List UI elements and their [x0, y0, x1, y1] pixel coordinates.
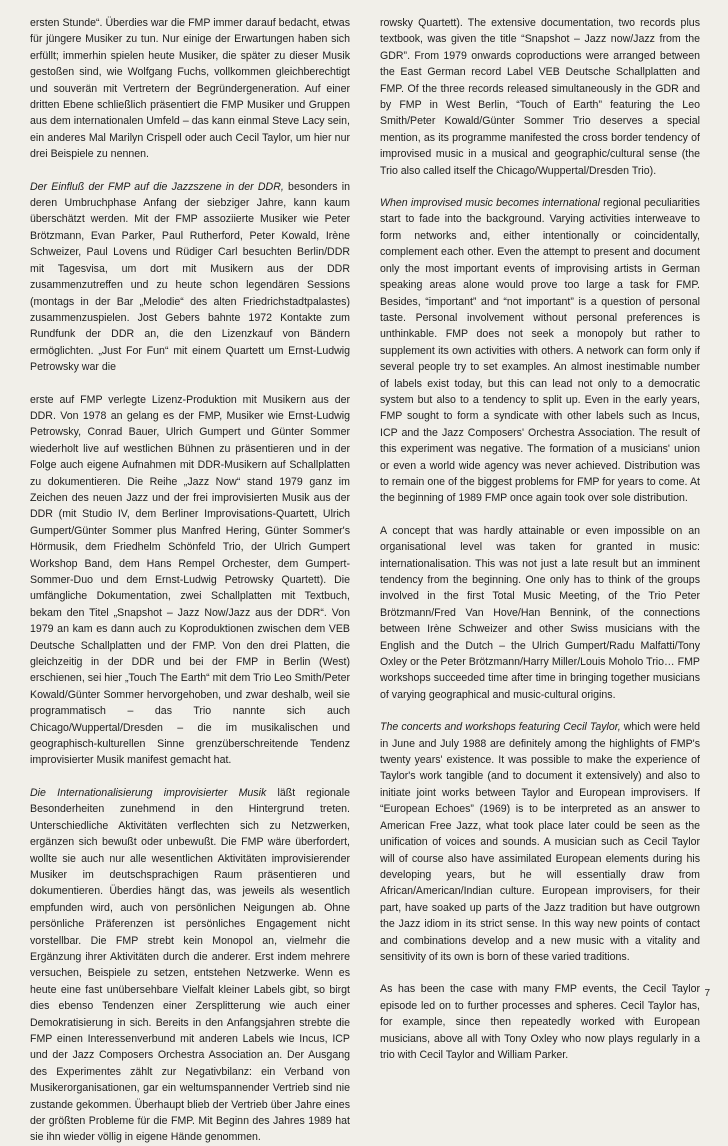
paragraph-left-2: [30, 179, 350, 376]
paragraph-lead-italic: Der Einfluß der FMP auf die Jazzszene in der DDR,: [30, 180, 284, 193]
paragraph-body: rowsky Quartett). The extensive documentation, two records plus textbook, was given the title “Snapshot – Jazz now/Jazz from the GDR”. From 1979 onwards coproductions were arranged between the East German record Label VEB Deutsche Schallplatten and FMP. Of the three records released simultaneously in the GDR and by FMP in West Berlin, “Touch of Earth” featuring the Leo Smith/Peter Kowald/Günter Sommer Trio deserves a special mention, as its programme manifested the cross border tendency of improvised music in a musical and geographic/cultural sense (the Trio also called itself the Chicago/Wuppertal/Dresden Trio).: [380, 17, 700, 177]
paragraph-lead-italic: Die Internationalisierung improvisierter Musik: [30, 786, 267, 799]
paragraph-body: läßt regionale Besonderheiten zunehmend in den Hintergrund treten. Unterschiedliche Aktivitäten verflechten sich zu Netzwerken, ergänzen sich bewußt oder unbewußt. Die FMP wäre überfordert, wollte sie auch nur alle wesentlichen Aktivitäten improvisierender Musiker im deutschsprachigen Raum präsentieren und dokumentieren. Überdies hängt das, was jeweils als wesentlich empfunden wird, auch von persönlichen Neigungen ab. Ohne persönliche Präferenzen ist persönliches Engagement nicht vorstellbar. Die FMP strebt kein Monopol an, vielmehr die Ergänzung ihrer Aktivitäten durch die anderer. Erst indem mehrere versuchen, Beispiele zu setzen, entstehen Netzwerke. Wenn es heute eine fast unübersehbare Vielfalt kleiner Labels gibt, so birgt dies ebenso Tendenzen einer Zersplitterung wie auch einer Demokratisierung in sich. Bereits in den Anfangsjahren strebte die FMP einen Interessenverbund mit anderen Labels wie Incus, ICP und der Jazz Composers Orchestra Association an. Der Ausgang des Experimentes zählt zur Negativbilanz: ein Verband von Musikerorganisationen, gar ein weltumspannender Vertrieb sind nie zustande gekommen. Überhaupt blieb der Vertrieb über Jahre eines der größten Probleme für die FMP. Mit Beginn des Jahres 1989 hat sie ihn wieder völlig in eigene Hände genommen.: [30, 786, 350, 1144]
paragraph-right-2: [380, 195, 700, 507]
right-column-english: [380, 15, 700, 1063]
paragraph-left-1: [30, 15, 350, 163]
paragraph-right-3: [380, 523, 700, 703]
paragraph-left-3: [30, 392, 350, 769]
paragraph-body: regional peculiarities start to fade into the background. Varying activities interweave to form networks and, either intentionally or coincidentally, complement each other. Even the attempt to present and document only the most important events of improvising artists in German speaking areas alone would prove too large a task for FMP. Besides, “important” and “not important” is a question of personal taste. Personal involvement without personal preferences is unthinkable. FMP does not seek a monopoly but rather to supplement its own activities with others. A network can form only if several people try to set examples. An almost inestimable number of labels exist today, but this can lead not only to a democratic system but also to a tendency to split up. Even in the early years, FMP sought to form a syndicate with other labels such as Incus, ICP and the Jazz Composers' Orchestra Association. The result of this experiment was negative. The formation of a musicians' union or even a world wide agency was never achieved. Distribution was to remain one of the biggest problems for FMP for years to come. At the beginning of 1989 FMP once again took over sole distribution.: [380, 197, 700, 505]
page-number: 7: [704, 988, 710, 999]
paragraph-right-1: [380, 15, 700, 179]
paragraph-body: erste auf FMP verlegte Lizenz-Produktion mit Musikern aus der DDR. Von 1978 an gelang es der FMP, Musiker wie Ernst-Ludwig Petrowsky, Conrad Bauer, Ulrich Gumpert und Günter Sommer wiederholt live auf westlichen Bühnen zu präsentieren und in der Folge auch eigene Aufnahmen mit DDR-Musikern auf Schallplatten zu dokumentieren. Die Reihe „Jazz Now“ stand 1979 ganz im Zeichen des neuen Jazz und der frei improvisierten Musik aus der DDR (mit Studio IV, dem Berliner Improvisations-Quartett, Ulrich Gumpert/Günter Sommer plus Manfred Hering, Günter Sommer's Hörmusik, dem Friedhelm Schönfeld Trio, der Ulrich Gumpert Workshop Band, dem Hans Rempel Orchester, dem Gumpert-Sommer-Duo und dem Ernst-Ludwig Petrowsky Quartett). Die umfängliche Dokumentation, zwei Schallplatten mit Textbuch, bekam den Titel „Snapshot – Jazz Now/Jazz aus der DDR“. Von 1979 an kam es dann auch zu Koproduktionen zwischen dem VEB Deutsche Schallplatten und der FMP. Von den drei Platten, die gleichzeitig in der DDR und bei der FMP in Berlin (West) erschienen, sei hier „Touch The Earth“ mit dem Trio Leo Smith/Peter Kowald/Günter Sommer hervorgehoben, und zwar deshalb, weil sie programmatisch – das Trio nannte sich auch Chicago/Wuppertal/Dresden – die im musikalischen und geographisch-kulturellen Sinne grenzüberschreitende Tendenz improvisierter Musik manifest gemacht hat.: [30, 393, 350, 767]
paragraph-body: besonders in deren Umbruchphase Anfang der siebziger Jahre, kann kaum überschätzt werden. Mit der FMP assoziierte Musiker wie Peter Brötzmann, Evan Parker, Paul Rutherford, Peter Kowald, Irène Schweizer, Paul Lovens und Rüdiger Carl besuchten Berlin/DDR mit Tagesvisa, um dort mit Musikern aus der DDR zusammenzutreffen und zu heute schon legendären Sessions (montags in der Bar „Melodie“ des alten Friedrichstadtpalastes) zusammenzuspielen. Jost Gebers bahnte 1972 Kontakte zum Rundfunk der DDR an, die den Lizenzkauf von Bändern ermöglichten. „Just For Fun“ mit einem Quartett um Ernst-Ludwig Petrowsky war die: [30, 180, 350, 374]
paragraph-body: As has been the case with many FMP events, the Cecil Taylor episode led on to further processes and spheres. Cecil Taylor has, for example, since then repeatedly worked with European musicians, above all with Tony Oxley who now plays regularly in a trio with Cecil Taylor and William Parker.: [380, 983, 700, 1061]
paragraph-right-4: [380, 719, 700, 965]
left-column-german: [30, 15, 350, 1146]
paragraph-lead-italic: The concerts and workshops featuring Cecil Taylor,: [380, 721, 621, 734]
paragraph-body: ersten Stunde“. Überdies war die FMP immer darauf bedacht, etwas für jüngere Musiker zu tun. Nur einige der Erwartungen haben sich erfüllt; immerhin spielen heute Musiker, die später zu dieser Musik gestoßen sind, wie Wolfgang Fuchs, vollkommen gleichberechtigt und souverän mit Vertretern der Begründergeneration. Auf einer dritten Ebene schließlich präsentiert die FMP Musiker und Gruppen aus dem internationalen Umfeld – das kann einmal Steve Lacy sein, ein anderes Mal Marilyn Crispell oder auch Cecil Taylor, um hier nur drei Beispiele zu nennen.: [30, 17, 350, 161]
paragraph-body: A concept that was hardly attainable or even impossible on an organisational level was taken for granted in music: internationalisation. This was not just a late result but an imminent tendency from the beginning. One only has to think of the groups involved in the first Total Music Meeting, of the Trio Peter Brötzmann/Fred Van Hove/Han Bennink, of the connections between Irène Schweizer and other Swiss musicians with the English and the Dutch – the Ulrich Gumpert/Radu Malfatti/Tony Oxley or the Peter Brötzmann/Harry Miller/Louis Moholo Trio… FMP workshops succeeded time after time in bringing together musicians of varying geographical and music-cultural origins.: [380, 524, 700, 701]
paragraph-right-5: [380, 981, 700, 1063]
paragraph-body: which were held in June and July 1988 are definitely among the highlights of FMP's twenty years' existence. It was possible to make the experience of Taylor's work tangible (and to document it extensively) and also to initiate joint works between Taylor and European improvisers. If “European Echoes” (1969) is to be interpreted as an answer to American Free Jazz, what took place later could be seen as the unification of voices and sounds. A musician such as Cecil Taylor will of course also have assimilated European elements during his developing years, but he will essentially draw from African/American/Indian culture. European improvisers, for their part, have soaked up parts of the Jazz tradition but have outgrown the Jazz idiom in its strict sense. In this way new points of contact and combinations develop and a new music with a vitality and sensitivity of its own is born of these varied traditions.: [380, 721, 701, 963]
paragraph-lead-italic: When improvised music becomes international: [380, 197, 600, 210]
paragraph-left-4: [30, 785, 350, 1146]
